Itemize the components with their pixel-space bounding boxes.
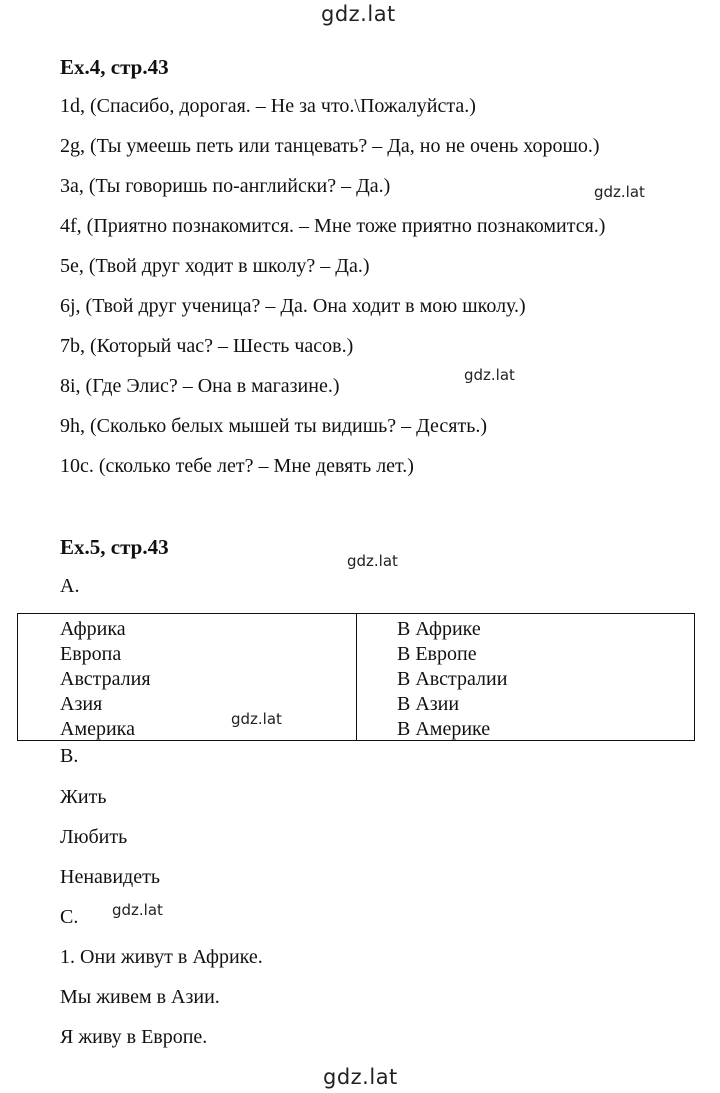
table-cell: В Европе bbox=[397, 643, 477, 665]
table-column-locations bbox=[357, 614, 694, 740]
table-cell: Америка bbox=[60, 718, 135, 740]
ex4-heading: Ex.4, стр.43 bbox=[60, 55, 169, 79]
ex4-line: 1d, (Спасибо, дорогая. – Не за что.\Пожалуйста.) bbox=[60, 95, 476, 117]
table-cell: В Америке bbox=[397, 718, 491, 740]
table-cell: В Австралии bbox=[397, 668, 508, 690]
part-b-line: Жить bbox=[60, 786, 107, 808]
watermark: gdz.lat bbox=[112, 901, 163, 919]
ex4-line: 8i, (Где Элис? – Она в магазине.) bbox=[60, 375, 340, 397]
watermark-top: gdz.lat bbox=[321, 2, 396, 26]
part-c-line: Я живу в Европе. bbox=[60, 1026, 208, 1048]
ex4-line: 2g, (Ты умеешь петь или танцевать? – Да, но не очень хорошо.) bbox=[60, 135, 600, 157]
part-b-label: B. bbox=[60, 745, 79, 767]
table-column-continents bbox=[18, 614, 357, 740]
watermark: gdz.lat bbox=[594, 183, 645, 201]
ex4-line: 10c. (сколько тебе лет? – Мне девять лет.) bbox=[60, 455, 414, 477]
table-cell: Азия bbox=[60, 693, 103, 715]
ex5-heading: Ex.5, стр.43 bbox=[60, 535, 169, 559]
part-b-line: Любить bbox=[60, 826, 128, 848]
watermark: gdz.lat bbox=[464, 366, 515, 384]
ex4-line: 9h, (Сколько белых мышей ты видишь? – Десять.) bbox=[60, 415, 487, 437]
part-c-line: Мы живем в Азии. bbox=[60, 986, 220, 1008]
watermark-bottom: gdz.lat bbox=[323, 1065, 398, 1089]
part-a-label: A. bbox=[60, 575, 80, 597]
table-cell: В Африке bbox=[397, 618, 481, 640]
ex4-line: 3a, (Ты говоришь по-английски? – Да.) bbox=[60, 175, 391, 197]
continents-table bbox=[17, 613, 695, 741]
watermark: gdz.lat bbox=[347, 552, 398, 570]
table-cell: Европа bbox=[60, 643, 122, 665]
ex4-line: 6j, (Твой друг ученица? – Да. Она ходит в мою школу.) bbox=[60, 295, 526, 317]
part-b-line: Ненавидеть bbox=[60, 866, 160, 888]
table-cell: Африка bbox=[60, 618, 126, 640]
ex4-line: 5e, (Твой друг ходит в школу? – Да.) bbox=[60, 255, 370, 277]
ex4-line: 7b, (Который час? – Шесть часов.) bbox=[60, 335, 354, 357]
part-c-label: C. bbox=[60, 906, 79, 928]
table-cell: В Азии bbox=[397, 693, 460, 715]
part-c-line: 1. Они живут в Африке. bbox=[60, 946, 263, 968]
table-cell: Австралия bbox=[60, 668, 151, 690]
watermark: gdz.lat bbox=[231, 710, 282, 728]
ex4-line: 4f, (Приятно познакомится. – Мне тоже приятно познакомится.) bbox=[60, 215, 606, 237]
